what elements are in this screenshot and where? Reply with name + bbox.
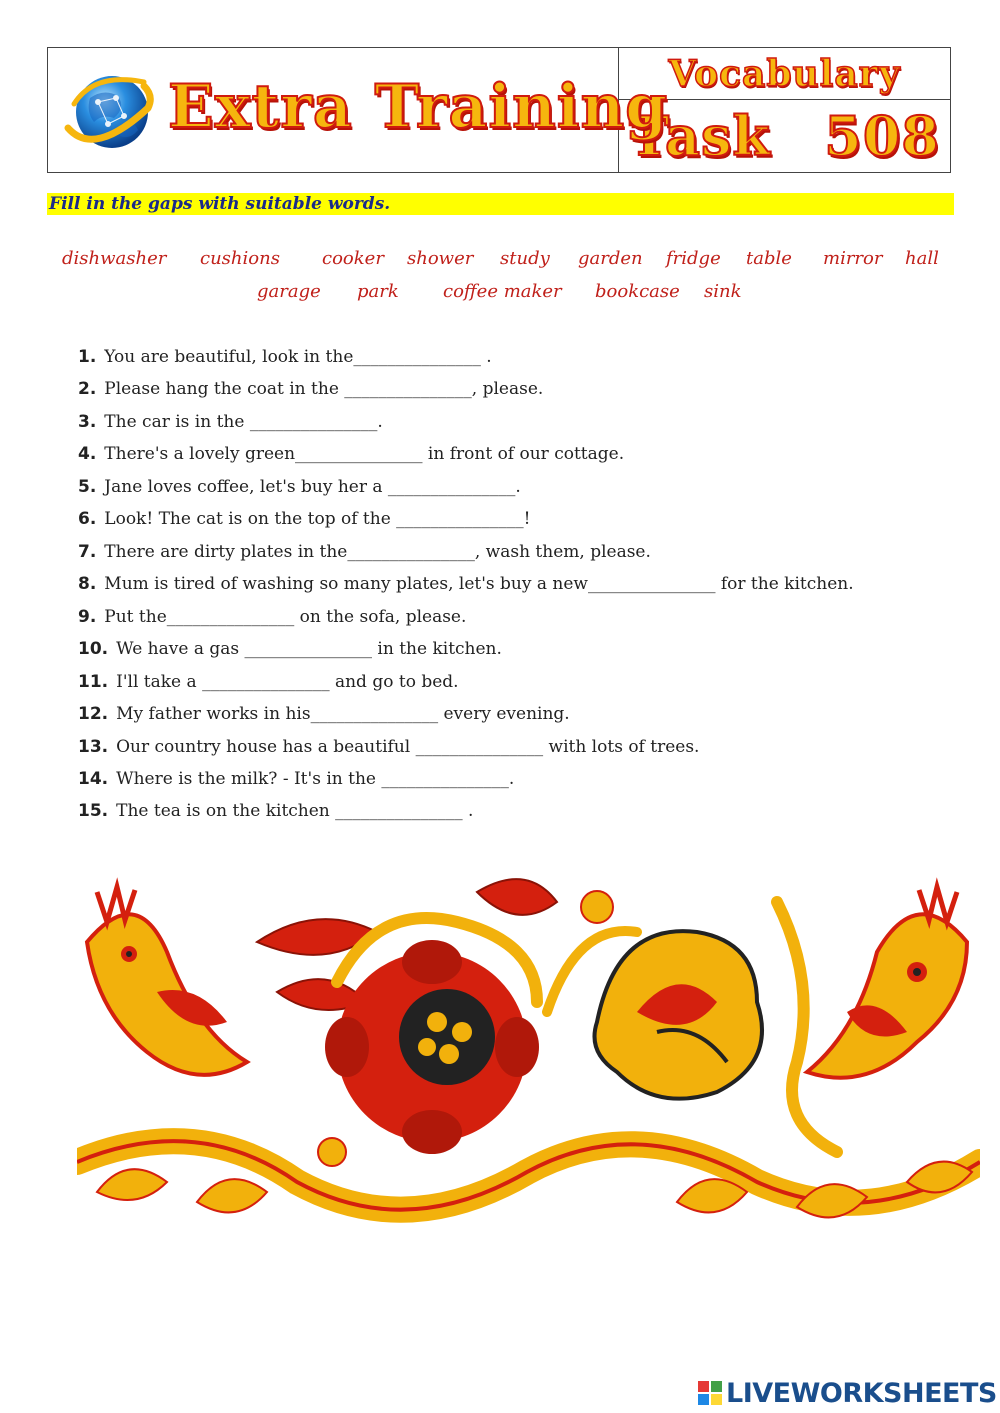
yellow-flower-icon (595, 931, 763, 1099)
word-bank-item: cooker (322, 248, 384, 269)
left-bird-icon (87, 887, 247, 1075)
word-bank-item: cushions (200, 248, 280, 269)
logo-text: LIVEWORKSHEETS (726, 1377, 997, 1409)
worksheet-header (47, 47, 951, 173)
task-label: Task (629, 104, 771, 168)
exercise-item[interactable]: 8. Mum is tired of washing so many plates, let's buy a new_______________ for the kitchen. (78, 574, 854, 594)
brand-title: Extra Training (168, 72, 669, 142)
task-number: 508 (824, 104, 940, 168)
right-bird-icon (807, 887, 967, 1078)
word-bank-item: shower (407, 248, 474, 269)
exercise-item[interactable]: 2. Please hang the coat in the _______________, please. (78, 379, 544, 399)
word-bank-item: garden (578, 248, 643, 269)
category-cell (619, 48, 950, 100)
liveworksheets-logo[interactable] (698, 1377, 997, 1409)
exercise-item[interactable]: 7. There are dirty plates in the_______________, wash them, please. (78, 542, 651, 562)
globe-icon (64, 68, 156, 156)
exercise-item[interactable]: 6. Look! The cat is on the top of the _______________! (78, 509, 531, 529)
word-bank-item: coffee maker (443, 281, 562, 302)
instruction-bar: Fill in the gaps with suitable words. (47, 193, 954, 215)
exercise-item[interactable]: 4. There's a lovely green_______________ in front of our cottage. (78, 444, 625, 464)
exercise-item[interactable]: 14. Where is the milk? - It's in the _______________. (78, 769, 515, 789)
word-bank-item: dishwasher (62, 248, 167, 269)
word-bank-item: table (746, 248, 792, 269)
exercise-item[interactable]: 13. Our country house has a beautiful _______________ with lots of trees. (78, 737, 700, 757)
word-bank-item: fridge (666, 248, 721, 269)
red-flower-icon (325, 940, 539, 1154)
folk-ornament-image (77, 862, 980, 1240)
exercise-item[interactable]: 5. Jane loves coffee, let's buy her a _______________. (78, 477, 521, 497)
task-info (619, 48, 950, 172)
exercise-item[interactable]: 11. I'll take a _______________ and go to bed. (78, 672, 459, 692)
word-bank-item: hall (905, 248, 939, 269)
word-bank-item: bookcase (595, 281, 680, 302)
word-bank-item: garage (257, 281, 321, 302)
exercise-item[interactable]: 10. We have a gas _______________ in the kitchen. (78, 639, 502, 659)
liveworksheets-logo-icon (698, 1381, 722, 1405)
exercise-item[interactable]: 9. Put the_______________ on the sofa, please. (78, 607, 467, 627)
task-cell (619, 100, 950, 172)
exercise-item[interactable]: 3. The car is in the _______________. (78, 412, 383, 432)
exercise-item[interactable]: 15. The tea is on the kitchen _______________ . (78, 801, 474, 821)
word-bank-item: mirror (823, 248, 883, 269)
exercise-item[interactable]: 12. My father works in his_______________ every evening. (78, 704, 570, 724)
brand-cell (48, 48, 669, 172)
word-bank-item: park (357, 281, 399, 302)
exercise-item[interactable]: 1. You are beautiful, look in the_______________ . (78, 347, 492, 367)
word-bank-item: study (500, 248, 550, 269)
category-label: Vocabulary (668, 52, 901, 95)
word-bank-item: sink (704, 281, 742, 302)
